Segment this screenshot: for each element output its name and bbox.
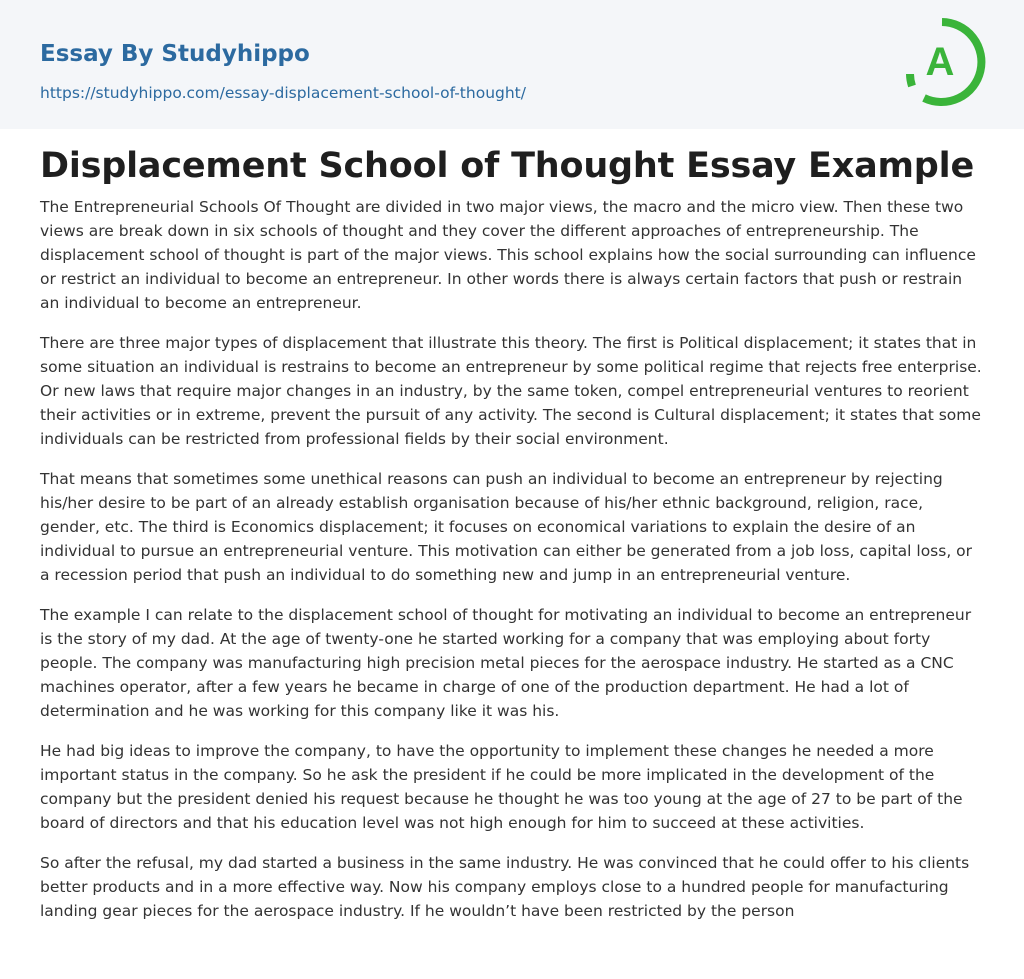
essay-paragraph: There are three major types of displacement that illustrate this theory. The first is Political displacement; it states that in some situation an individual is restrains to become an entrepreneur by some political regime that rejects free enterprise. Or new laws that require major changes in an industry, by the same token, compel entrepreneurial ventures to reorient their activities or in extreme, prevent the pursuit of any activity. The second is Cultural displacement; it states that some individuals can be restricted from professional fields by their social environment. xyxy=(40,334,982,448)
essay-url-link[interactable]: https://studyhippo.com/essay-displacement-school-of-thought/ xyxy=(40,84,526,102)
essay-body xyxy=(40,195,986,939)
essay-paragraph: He had big ideas to improve the company, to have the opportunity to implement these changes he needed a more important status in the company. So he ask the president if he could be more implicated in the development of the company but the president denied his request because he thought he was too young at the age of 27 to be part of the board of directors and that his education level was not high enough for him to succeed at these activities. xyxy=(40,742,963,832)
page-title: Displacement School of Thought Essay Example xyxy=(40,146,974,186)
essay-paragraph: The example I can relate to the displacement school of thought for motivating an individual to become an entrepreneur is the story of my dad. At the age of twenty-one he started working for a company that was employing about forty people. The company was manufacturing high precision metal pieces for the aerospace industry. He started as a CNC machines operator, after a few years he became in charge of one of the production department. He had a lot of determination and he was working for this company like it was his. xyxy=(40,606,972,720)
logo-letter: A xyxy=(925,40,955,84)
essay-paragraph: So after the refusal, my dad started a business in the same industry. He was convinced that he could offer to his clients better products and in a more effective way. Now his company employs close to a hundred people for manufacturing landing gear pieces for the aerospace industry. If he wouldn’t have been restricted by the person xyxy=(40,854,970,920)
essay-paragraph: The Entrepreneurial Schools Of Thought are divided in two major views, the macro and the micro view. Then these two views are break down in six schools of thought and they cover the different approaches of entrepreneurship. The displacement school of thought is part of the major views. This school explains how the social surrounding can influence or restrict an individual to become an entrepreneur. In other words there is always certain factors that push or restrain an individual to become an entrepreneur. xyxy=(40,198,976,312)
essay-paragraph: That means that sometimes some unethical reasons can push an individual to become an entrepreneur by rejecting his/her desire to be part of an already establish organisation because of his/her ethnic background, religion, race, gender, etc. The third is Economics displacement; it focuses on economical variations to explain the desire of an individual to pursue an entrepreneurial venture. This motivation can either be generated from a job loss, capital loss, or a recession period that push an individual to do something new and jump in an entrepreneurial venture. xyxy=(40,470,973,584)
site-brand[interactable]: Essay By Studyhippo xyxy=(40,41,310,67)
